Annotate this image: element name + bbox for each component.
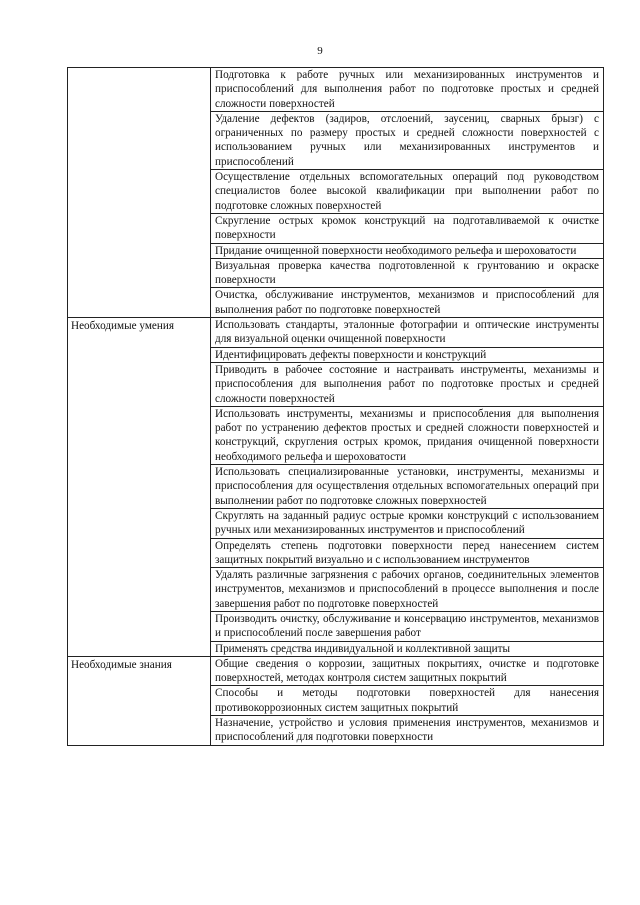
section-item: Общие сведения о коррозии, защитных покрытиях, очистке и подготовке поверхностей, методах контроля систем защитных покрытий — [211, 656, 604, 686]
section-item: Определять степень подготовки поверхности перед нанесением систем защитных покрытий визуально и с использованием инструментов — [211, 538, 604, 568]
section-item: Использовать специализированные установки, инструменты, механизмы и приспособления для осуществления отдельных вспомогательных операций при выполнении работ по подготовке сложных поверхностей — [211, 465, 604, 509]
section-item: Осуществление отдельных вспомогательных операций под руководством специалистов более высокой квалификации при выполнении работ по подготовке сложных поверхностей — [211, 170, 604, 214]
requirements-table — [67, 67, 604, 746]
section-label: Необходимые знания — [68, 656, 211, 745]
section-label — [68, 68, 211, 318]
section-item: Очистка, обслуживание инструментов, механизмов и приспособлений для выполнения работ по подготовке поверхностей — [211, 288, 604, 318]
section-item: Способы и методы подготовки поверхностей для нанесения противокоррозионных систем защитных покрытий — [211, 686, 604, 716]
section-item: Скругление острых кромок конструкций на подготавливаемой к очистке поверхности — [211, 213, 604, 243]
page-number: 9 — [317, 45, 323, 57]
section-item: Использовать инструменты, механизмы и приспособления для выполнения работ по устранению дефектов простых и средней сложности поверхностей и конструкций, скругления острых кромок, придания очищенной поверхности необходимого рельефа и шероховатости — [211, 406, 604, 464]
table-row — [68, 68, 604, 112]
section-label: Необходимые умения — [68, 318, 211, 657]
section-item: Идентифицировать дефекты поверхности и конструкций — [211, 347, 604, 362]
section-item: Использовать стандарты, эталонные фотографии и оптические инструменты для визуальной оценки очищенной поверхности — [211, 318, 604, 348]
section-item: Придание очищенной поверхности необходимого рельефа и шероховатости — [211, 243, 604, 258]
table-row — [68, 656, 604, 686]
section-item: Удалять различные загрязнения с рабочих органов, соединительных элементов инструментов, механизмов и приспособлений в процессе выполнения и после завершения работ по подготовке поверхностей — [211, 568, 604, 612]
section-item: Скруглять на заданный радиус острые кромки конструкций с использованием ручных или механизированных инструментов и приспособлений — [211, 508, 604, 538]
section-item: Производить очистку, обслуживание и консервацию инструментов, механизмов и приспособлений после завершения работ — [211, 611, 604, 641]
table-row — [68, 318, 604, 348]
section-item: Подготовка к работе ручных или механизированных инструментов и приспособлений для выполнения работ по подготовке простых и средней сложности поверхностей — [211, 68, 604, 112]
section-item: Назначение, устройство и условия применения инструментов, механизмов и приспособлений для подготовки поверхности — [211, 716, 604, 746]
section-item: Приводить в рабочее состояние и настраивать инструменты, механизмы и приспособления для выполнения работ по подготовке простых и средней сложности поверхностей — [211, 362, 604, 406]
section-item: Визуальная проверка качества подготовленной к грунтованию и окраске поверхности — [211, 258, 604, 288]
section-item: Применять средства индивидуальной и коллективной защиты — [211, 641, 604, 656]
section-item: Удаление дефектов (задиров, отслоений, заусениц, сварных брызг) с ограниченных по размеру простых и средней сложности поверхностей с использованием ручных или механизированных инструментов и приспособлений — [211, 111, 604, 169]
